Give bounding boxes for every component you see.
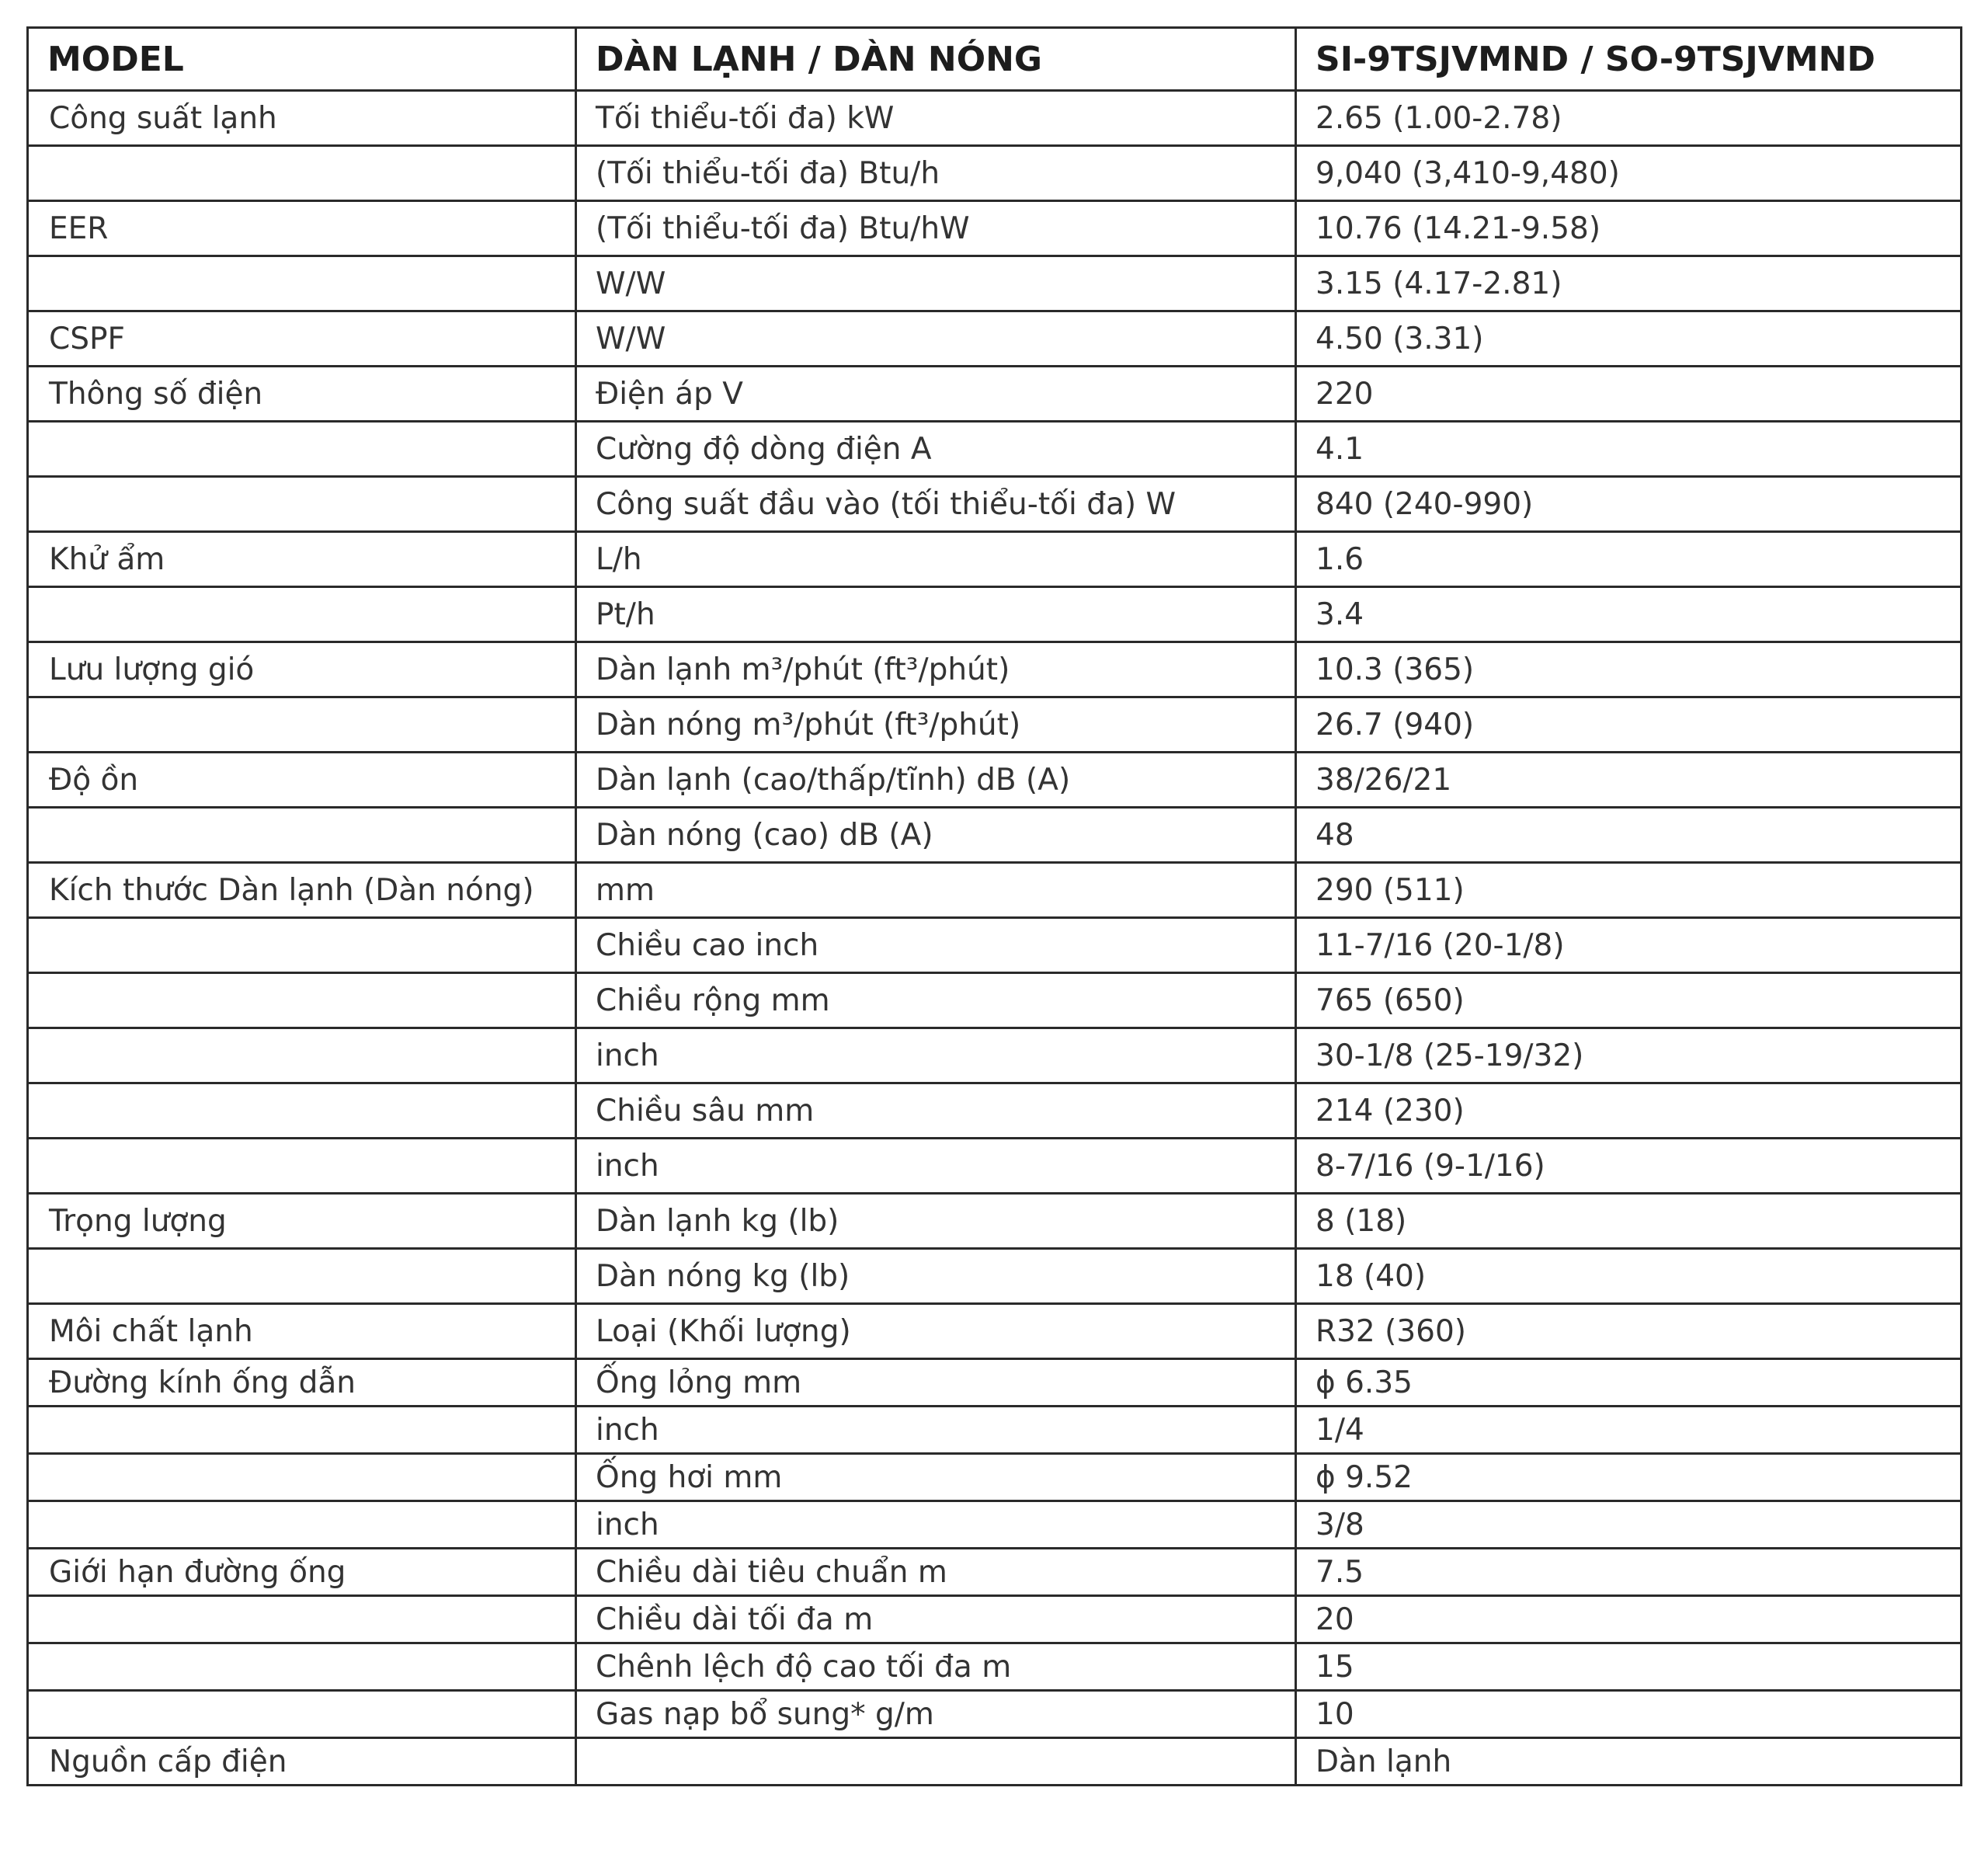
unit-cell: Ống lỏng mm — [576, 1359, 1296, 1407]
value-cell: 18 (40) — [1296, 1249, 1962, 1304]
param-cell — [28, 1643, 576, 1691]
table-row — [28, 1083, 1962, 1139]
value-cell: 2.65 (1.00-2.78) — [1296, 91, 1962, 146]
value-cell: 30-1/8 (25-19/32) — [1296, 1028, 1962, 1083]
table-row — [28, 201, 1962, 256]
unit-cell: Dàn lạnh m³/phút (ft³/phút) — [576, 642, 1296, 697]
spec-table — [26, 26, 1962, 1786]
param-cell — [28, 1249, 576, 1304]
table-row — [28, 1194, 1962, 1249]
unit-cell: L/h — [576, 532, 1296, 587]
param-cell: Độ ồn — [28, 753, 576, 808]
param-cell — [28, 1083, 576, 1139]
unit-cell: Chênh lệch độ cao tối đa m — [576, 1643, 1296, 1691]
param-cell: EER — [28, 201, 576, 256]
spec-body — [28, 91, 1962, 1786]
table-row — [28, 697, 1962, 753]
param-cell — [28, 1407, 576, 1454]
param-cell — [28, 1596, 576, 1643]
unit-cell: Dàn lạnh (cao/thấp/tĩnh) dB (A) — [576, 753, 1296, 808]
unit-cell: W/W — [576, 311, 1296, 367]
table-row — [28, 863, 1962, 918]
header-unit-type: DÀN LẠNH / DÀN NÓNG — [576, 28, 1296, 91]
param-cell — [28, 1139, 576, 1194]
table-row — [28, 1249, 1962, 1304]
param-cell: Lưu lượng gió — [28, 642, 576, 697]
value-cell: 3.4 — [1296, 587, 1962, 642]
value-cell: 4.50 (3.31) — [1296, 311, 1962, 367]
value-cell: ϕ 6.35 — [1296, 1359, 1962, 1407]
unit-cell: Dàn nóng (cao) dB (A) — [576, 808, 1296, 863]
param-cell — [28, 1028, 576, 1083]
unit-cell: Chiều rộng mm — [576, 973, 1296, 1028]
param-cell — [28, 1691, 576, 1738]
value-cell: 220 — [1296, 367, 1962, 422]
param-cell: Môi chất lạnh — [28, 1304, 576, 1359]
value-cell: 15 — [1296, 1643, 1962, 1691]
unit-cell: (Tối thiểu-tối đa) Btu/hW — [576, 201, 1296, 256]
value-cell: ϕ 9.52 — [1296, 1454, 1962, 1501]
unit-cell: mm — [576, 863, 1296, 918]
table-row — [28, 973, 1962, 1028]
value-cell: 8-7/16 (9-1/16) — [1296, 1139, 1962, 1194]
table-row — [28, 1643, 1962, 1691]
unit-cell: Điện áp V — [576, 367, 1296, 422]
table-row — [28, 1028, 1962, 1083]
param-cell — [28, 477, 576, 532]
value-cell: 765 (650) — [1296, 973, 1962, 1028]
unit-cell: Công suất đầu vào (tối thiểu-tối đa) W — [576, 477, 1296, 532]
value-cell: 840 (240-990) — [1296, 477, 1962, 532]
table-row — [28, 1549, 1962, 1596]
table-row — [28, 1691, 1962, 1738]
unit-cell: W/W — [576, 256, 1296, 311]
unit-cell — [576, 1738, 1296, 1786]
value-cell: 214 (230) — [1296, 1083, 1962, 1139]
value-cell: 1/4 — [1296, 1407, 1962, 1454]
table-row — [28, 753, 1962, 808]
table-row — [28, 642, 1962, 697]
value-cell: 7.5 — [1296, 1549, 1962, 1596]
table-row — [28, 91, 1962, 146]
table-row — [28, 918, 1962, 973]
param-cell — [28, 422, 576, 477]
param-cell: Đường kính ống dẫn — [28, 1359, 576, 1407]
value-cell: 20 — [1296, 1596, 1962, 1643]
unit-cell: inch — [576, 1407, 1296, 1454]
unit-cell: Dàn nóng kg (lb) — [576, 1249, 1296, 1304]
unit-cell: inch — [576, 1028, 1296, 1083]
param-cell: CSPF — [28, 311, 576, 367]
param-cell: Công suất lạnh — [28, 91, 576, 146]
value-cell: 10 — [1296, 1691, 1962, 1738]
unit-cell: Pt/h — [576, 587, 1296, 642]
table-row — [28, 1501, 1962, 1549]
param-cell — [28, 973, 576, 1028]
table-row — [28, 532, 1962, 587]
table-row — [28, 1407, 1962, 1454]
param-cell — [28, 256, 576, 311]
value-cell: 4.1 — [1296, 422, 1962, 477]
param-cell — [28, 808, 576, 863]
param-cell: Nguồn cấp điện — [28, 1738, 576, 1786]
value-cell: 1.6 — [1296, 532, 1962, 587]
header-row — [28, 28, 1962, 91]
value-cell: 48 — [1296, 808, 1962, 863]
param-cell — [28, 697, 576, 753]
unit-cell: Chiều sâu mm — [576, 1083, 1296, 1139]
table-row — [28, 1738, 1962, 1786]
unit-cell: Chiều dài tối đa m — [576, 1596, 1296, 1643]
unit-cell: Cường độ dòng điện A — [576, 422, 1296, 477]
value-cell: 11-7/16 (20-1/8) — [1296, 918, 1962, 973]
value-cell: 3/8 — [1296, 1501, 1962, 1549]
unit-cell: Chiều dài tiêu chuẩn m — [576, 1549, 1296, 1596]
param-cell — [28, 1501, 576, 1549]
value-cell: 9,040 (3,410-9,480) — [1296, 146, 1962, 201]
param-cell: Trọng lượng — [28, 1194, 576, 1249]
unit-cell: Ống hơi mm — [576, 1454, 1296, 1501]
param-cell — [28, 918, 576, 973]
value-cell: 3.15 (4.17-2.81) — [1296, 256, 1962, 311]
unit-cell: Dàn nóng m³/phút (ft³/phút) — [576, 697, 1296, 753]
table-row — [28, 1304, 1962, 1359]
unit-cell: inch — [576, 1139, 1296, 1194]
param-cell: Khử ẩm — [28, 532, 576, 587]
param-cell: Thông số điện — [28, 367, 576, 422]
value-cell: 38/26/21 — [1296, 753, 1962, 808]
unit-cell: Chiều cao inch — [576, 918, 1296, 973]
table-row — [28, 311, 1962, 367]
value-cell: 290 (511) — [1296, 863, 1962, 918]
value-cell: R32 (360) — [1296, 1304, 1962, 1359]
table-row — [28, 422, 1962, 477]
unit-cell: Dàn lạnh kg (lb) — [576, 1194, 1296, 1249]
param-cell — [28, 146, 576, 201]
param-cell — [28, 1454, 576, 1501]
table-row — [28, 587, 1962, 642]
param-cell — [28, 587, 576, 642]
table-row — [28, 477, 1962, 532]
param-cell: Giới hạn đường ống — [28, 1549, 576, 1596]
value-cell: 26.7 (940) — [1296, 697, 1962, 753]
table-row — [28, 808, 1962, 863]
header-model-code: SI-9TSJVMND / SO-9TSJVMND — [1296, 28, 1962, 91]
table-row — [28, 1139, 1962, 1194]
table-row — [28, 1454, 1962, 1501]
value-cell: 10.3 (365) — [1296, 642, 1962, 697]
unit-cell: inch — [576, 1501, 1296, 1549]
unit-cell: (Tối thiểu-tối đa) Btu/h — [576, 146, 1296, 201]
value-cell: 8 (18) — [1296, 1194, 1962, 1249]
unit-cell: Gas nạp bổ sung* g/m — [576, 1691, 1296, 1738]
unit-cell: Loại (Khối lượng) — [576, 1304, 1296, 1359]
table-row — [28, 146, 1962, 201]
table-row — [28, 367, 1962, 422]
header-model: MODEL — [28, 28, 576, 91]
param-cell: Kích thước Dàn lạnh (Dàn nóng) — [28, 863, 576, 918]
unit-cell: Tối thiểu-tối đa) kW — [576, 91, 1296, 146]
table-row — [28, 256, 1962, 311]
table-row — [28, 1596, 1962, 1643]
value-cell: 10.76 (14.21-9.58) — [1296, 201, 1962, 256]
value-cell: Dàn lạnh — [1296, 1738, 1962, 1786]
table-row — [28, 1359, 1962, 1407]
